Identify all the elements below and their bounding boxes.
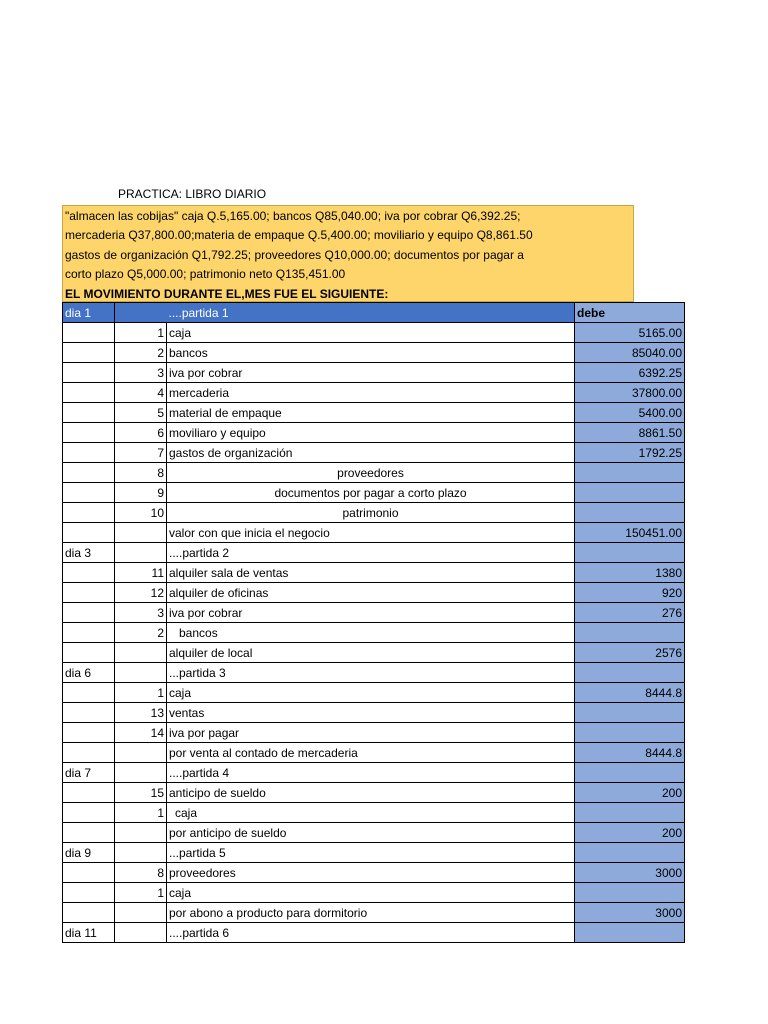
- description-cell[interactable]: por anticipo de sueldo: [167, 823, 575, 843]
- description-cell[interactable]: caja: [167, 683, 575, 703]
- table-row: [63, 783, 685, 803]
- entry-number-cell[interactable]: [115, 523, 167, 543]
- description-cell[interactable]: iva por cobrar: [167, 603, 575, 623]
- table-row: [63, 563, 685, 583]
- amount-cell[interactable]: [575, 623, 685, 643]
- amount-cell[interactable]: 200: [575, 783, 685, 803]
- amount-cell[interactable]: [575, 463, 685, 483]
- amount-cell[interactable]: 8444.8: [575, 683, 685, 703]
- day-cell[interactable]: [63, 603, 115, 623]
- amount-cell[interactable]: [575, 503, 685, 523]
- entry-number-cell[interactable]: 1: [115, 683, 167, 703]
- day-cell[interactable]: dia 3: [63, 543, 115, 563]
- day-cell[interactable]: [63, 443, 115, 463]
- amount-cell[interactable]: 5400.00: [575, 403, 685, 423]
- description-cell[interactable]: por abono a producto para dormitorio: [167, 903, 575, 923]
- day-cell[interactable]: [63, 383, 115, 403]
- table-row: [63, 503, 685, 523]
- day-cell[interactable]: [63, 583, 115, 603]
- day-cell[interactable]: [63, 723, 115, 743]
- day-cell[interactable]: dia 7: [63, 763, 115, 783]
- description-cell[interactable]: proveedores: [167, 463, 575, 483]
- day-cell[interactable]: [63, 463, 115, 483]
- amount-cell[interactable]: 5165.00: [575, 323, 685, 343]
- entry-number-cell[interactable]: [115, 823, 167, 843]
- entry-number-cell[interactable]: 9: [115, 483, 167, 503]
- description-cell[interactable]: patrimonio: [167, 503, 575, 523]
- table-row: [63, 343, 685, 363]
- description-cell[interactable]: ...partida 3: [167, 663, 575, 683]
- amount-cell[interactable]: 3000: [575, 903, 685, 923]
- amount-cell[interactable]: 3000: [575, 863, 685, 883]
- amount-cell[interactable]: [575, 883, 685, 903]
- description-cell[interactable]: ....partida 2: [167, 543, 575, 563]
- amount-cell[interactable]: [575, 483, 685, 503]
- table-row: [63, 523, 685, 543]
- journal-table: [62, 302, 685, 943]
- day-cell[interactable]: [63, 483, 115, 503]
- entry-number-cell[interactable]: [115, 743, 167, 763]
- amount-cell[interactable]: 150451.00: [575, 523, 685, 543]
- entry-number-cell[interactable]: 13: [115, 703, 167, 723]
- day-cell[interactable]: [63, 503, 115, 523]
- day-cell[interactable]: [63, 563, 115, 583]
- table-row: [63, 583, 685, 603]
- day-cell[interactable]: dia 9: [63, 843, 115, 863]
- description-cell[interactable]: moviliaro y equipo: [167, 423, 575, 443]
- description-cell[interactable]: caja: [167, 803, 575, 823]
- table-row: [63, 483, 685, 503]
- description-cell[interactable]: alquiler de oficinas: [167, 583, 575, 603]
- day-cell[interactable]: dia 11: [63, 923, 115, 943]
- day-cell[interactable]: [63, 903, 115, 923]
- amount-cell[interactable]: 1380: [575, 563, 685, 583]
- amount-cell[interactable]: [575, 543, 685, 563]
- description-cell[interactable]: anticipo de sueldo: [167, 783, 575, 803]
- entry-number-cell[interactable]: 7: [115, 443, 167, 463]
- amount-cell[interactable]: 920: [575, 583, 685, 603]
- intro-line: gastos de organización Q1,792.25; proveedores Q10,000.00; documentos por pagar a: [65, 247, 524, 262]
- entry-number-cell[interactable]: 8: [115, 463, 167, 483]
- entry-number-cell[interactable]: 2: [115, 623, 167, 643]
- day-cell[interactable]: [63, 323, 115, 343]
- intro-line: mercaderia Q37,800.00;materia de empaque Q.5,400.00; moviliario y equipo Q8,861.50: [65, 228, 533, 243]
- amount-cell[interactable]: [575, 763, 685, 783]
- day-cell[interactable]: dia 6: [63, 663, 115, 683]
- entry-number-cell[interactable]: 2: [115, 343, 167, 363]
- amount-cell[interactable]: 8444.8: [575, 743, 685, 763]
- entry-number-cell[interactable]: [115, 903, 167, 923]
- entry-number-cell[interactable]: 4: [115, 383, 167, 403]
- amount-cell[interactable]: 85040.00: [575, 343, 685, 363]
- table-row: [63, 723, 685, 743]
- amount-cell[interactable]: [575, 803, 685, 823]
- day-cell[interactable]: [63, 623, 115, 643]
- entry-number-cell[interactable]: 3: [115, 363, 167, 383]
- table-row: [63, 463, 685, 483]
- table-row: [63, 823, 685, 843]
- day-cell[interactable]: [63, 883, 115, 903]
- amount-cell[interactable]: 200: [575, 823, 685, 843]
- table-row: [63, 623, 685, 643]
- table-row: [63, 843, 685, 863]
- entry-number-cell[interactable]: 12: [115, 583, 167, 603]
- description-cell[interactable]: mercaderia: [167, 383, 575, 403]
- entry-number-cell[interactable]: 3: [115, 603, 167, 623]
- amount-cell[interactable]: [575, 843, 685, 863]
- intro-heading: EL MOVIMIENTO DURANTE EL,MES FUE EL SIGUIENTE:: [65, 286, 389, 301]
- intro-line: "almacen las cobijas" caja Q.5,165.00; bancos Q85,040.00; iva por cobrar Q6,392.25;: [65, 209, 521, 223]
- entry-number-cell[interactable]: [115, 643, 167, 663]
- table-row: [63, 383, 685, 403]
- amount-cell[interactable]: 1792.25: [575, 443, 685, 463]
- header-amount-cell[interactable]: debe: [575, 303, 685, 323]
- entry-number-cell[interactable]: [115, 543, 167, 563]
- intro-line: corto plazo Q5,000.00; patrimonio neto Q135,451.00: [65, 267, 346, 282]
- header-num-cell[interactable]: [115, 303, 167, 323]
- description-cell[interactable]: ....partida 4: [167, 763, 575, 783]
- day-cell[interactable]: [63, 683, 115, 703]
- table-row: [63, 543, 685, 563]
- description-cell[interactable]: gastos de organización: [167, 443, 575, 463]
- description-cell[interactable]: iva por pagar: [167, 723, 575, 743]
- amount-cell[interactable]: 2576: [575, 643, 685, 663]
- description-cell[interactable]: valor con que inicia el negocio: [167, 523, 575, 543]
- page-title: PRACTICA: LIBRO DIARIO: [118, 187, 267, 201]
- day-cell[interactable]: [63, 863, 115, 883]
- table-row: [63, 423, 685, 443]
- amount-cell[interactable]: [575, 723, 685, 743]
- table-row: [63, 643, 685, 663]
- description-cell[interactable]: bancos: [167, 343, 575, 363]
- day-cell[interactable]: [63, 363, 115, 383]
- description-cell[interactable]: caja: [167, 883, 575, 903]
- day-cell[interactable]: [63, 523, 115, 543]
- table-row: [63, 363, 685, 383]
- amount-cell[interactable]: 276: [575, 603, 685, 623]
- table-row: [63, 663, 685, 683]
- day-cell[interactable]: [63, 823, 115, 843]
- description-cell[interactable]: alquiler sala de ventas: [167, 563, 575, 583]
- description-cell[interactable]: alquiler de local: [167, 643, 575, 663]
- intro-block: [62, 205, 634, 302]
- description-cell[interactable]: material de empaque: [167, 403, 575, 423]
- table-row: [63, 903, 685, 923]
- description-cell[interactable]: proveedores: [167, 863, 575, 883]
- table-row: [63, 443, 685, 463]
- day-cell[interactable]: [63, 703, 115, 723]
- amount-cell[interactable]: [575, 703, 685, 723]
- day-cell[interactable]: [63, 803, 115, 823]
- header-day-cell[interactable]: dia 1: [63, 303, 115, 323]
- entry-number-cell[interactable]: 6: [115, 423, 167, 443]
- table-row: [63, 683, 685, 703]
- table-row: [63, 763, 685, 783]
- amount-cell[interactable]: 37800.00: [575, 383, 685, 403]
- entry-number-cell[interactable]: [115, 923, 167, 943]
- entry-number-cell[interactable]: 10: [115, 503, 167, 523]
- table-row: [63, 803, 685, 823]
- entry-number-cell[interactable]: 1: [115, 803, 167, 823]
- description-cell[interactable]: caja: [167, 323, 575, 343]
- table-row: [63, 703, 685, 723]
- table-row: [63, 603, 685, 623]
- entry-number-cell[interactable]: 1: [115, 883, 167, 903]
- table-row: [63, 863, 685, 883]
- description-cell[interactable]: ventas: [167, 703, 575, 723]
- table-row: [63, 323, 685, 343]
- entry-number-cell[interactable]: [115, 843, 167, 863]
- entry-number-cell[interactable]: [115, 663, 167, 683]
- entry-number-cell[interactable]: [115, 763, 167, 783]
- description-cell[interactable]: por venta al contado de mercaderia: [167, 743, 575, 763]
- description-cell[interactable]: iva por cobrar: [167, 363, 575, 383]
- table-row: [63, 403, 685, 423]
- table-row: [63, 923, 685, 943]
- entry-number-cell[interactable]: 5: [115, 403, 167, 423]
- day-cell[interactable]: [63, 343, 115, 363]
- table-header-row: [63, 303, 685, 323]
- entry-number-cell[interactable]: 15: [115, 783, 167, 803]
- entry-number-cell[interactable]: 14: [115, 723, 167, 743]
- day-cell[interactable]: [63, 743, 115, 763]
- description-cell[interactable]: ....partida 6: [167, 923, 575, 943]
- amount-cell[interactable]: [575, 923, 685, 943]
- amount-cell[interactable]: 6392.25: [575, 363, 685, 383]
- description-cell[interactable]: documentos por pagar a corto plazo: [167, 483, 575, 503]
- table-row: [63, 883, 685, 903]
- header-desc-cell[interactable]: ....partida 1: [167, 303, 575, 323]
- day-cell[interactable]: [63, 423, 115, 443]
- day-cell[interactable]: [63, 643, 115, 663]
- entry-number-cell[interactable]: 1: [115, 323, 167, 343]
- day-cell[interactable]: [63, 783, 115, 803]
- description-cell[interactable]: ...partida 5: [167, 843, 575, 863]
- amount-cell[interactable]: 8861.50: [575, 423, 685, 443]
- day-cell[interactable]: [63, 403, 115, 423]
- entry-number-cell[interactable]: 11: [115, 563, 167, 583]
- entry-number-cell[interactable]: 8: [115, 863, 167, 883]
- table-row: [63, 743, 685, 763]
- amount-cell[interactable]: [575, 663, 685, 683]
- description-cell[interactable]: bancos: [167, 623, 575, 643]
